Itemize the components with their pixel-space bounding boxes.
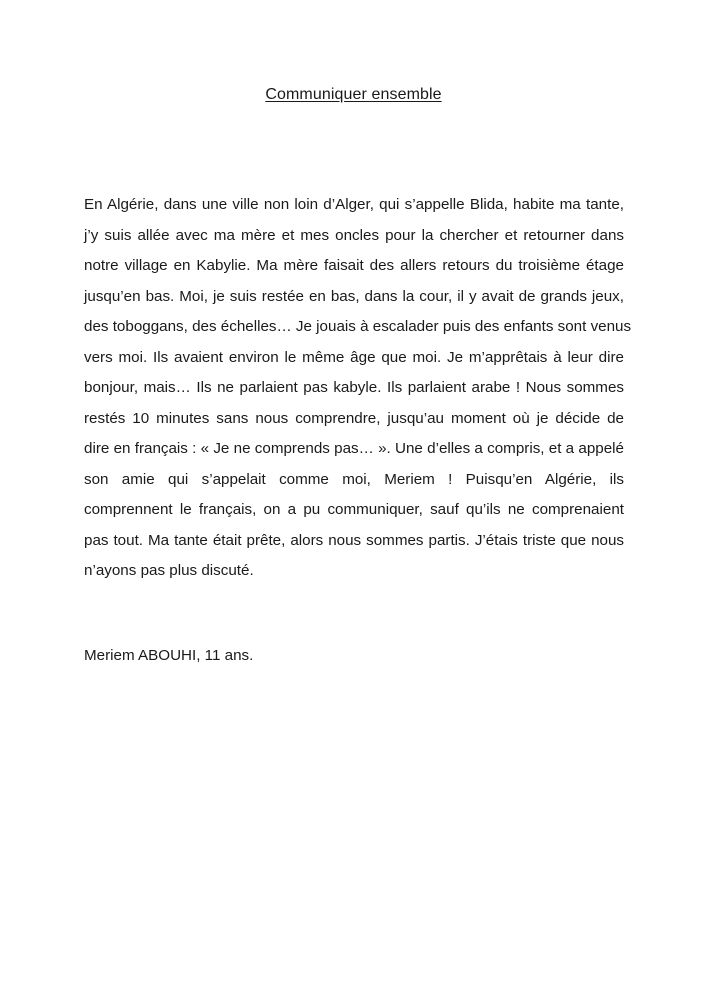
story-line: vers moi. Ils avaient environ le même âge que moi. Je m’apprêtais à leur dire	[84, 348, 624, 366]
story-line: son amie qui s’appelait comme moi, Meriem ! Puisqu’en Algérie, ils	[84, 470, 624, 488]
document-title: Communiquer ensemble	[265, 86, 442, 103]
story-line: restés 10 minutes sans nous comprendre, jusqu’au moment où je décide de	[84, 409, 624, 427]
story-line: En Algérie, dans une ville non loin d’Alger, qui s’appelle Blida, habite ma tante,	[84, 196, 624, 213]
story-line: pas tout. Ma tante était prête, alors nous sommes partis. J’étais triste que nous	[84, 531, 624, 549]
story-line: bonjour, mais… Ils ne parlaient pas kabyle. Ils parlaient arabe ! Nous sommes	[84, 379, 624, 396]
author-signature: Meriem ABOUHI, 11 ans.	[84, 647, 254, 664]
story-line: jusqu’en bas. Moi, je suis restée en bas, dans la cour, il y avait de grands jeux,	[84, 287, 624, 305]
story-line: des toboggans, des échelles… Je jouais à escalader puis des enfants sont venus	[84, 318, 632, 335]
story-line: n’ayons pas plus discuté.	[84, 562, 254, 579]
story-line: notre village en Kabylie. Ma mère faisait des allers retours du troisième étage	[84, 257, 624, 274]
story-line: j’y suis allée avec ma mère et mes oncles pour la chercher et retourner dans	[84, 226, 624, 244]
story-paragraph	[84, 194, 632, 591]
story-line: comprennent le français, on a pu communiquer, sauf qu’ils ne comprenaient	[84, 501, 624, 518]
story-line: dire en français : « Je ne comprends pas… ». Une d’elles a compris, et a appelé	[84, 440, 624, 457]
